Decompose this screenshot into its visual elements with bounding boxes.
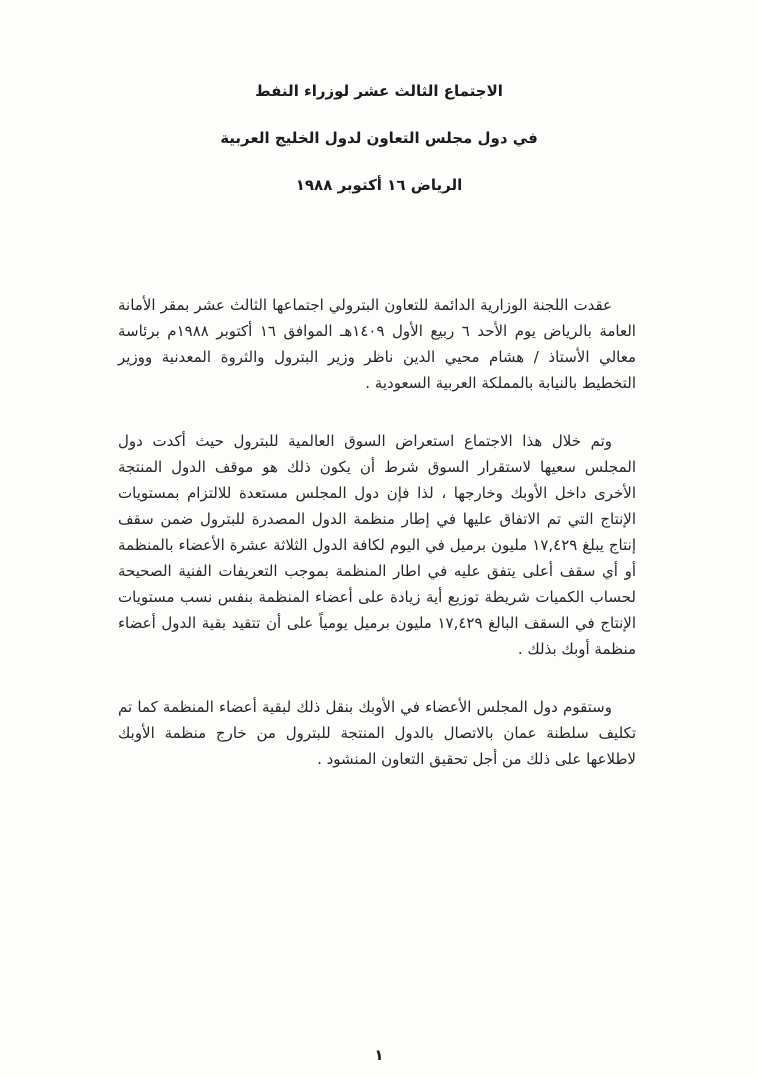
document-title-line-3: الرياض ١٦ أكتوبر ١٩٨٨ [295, 176, 463, 194]
document-body [118, 292, 636, 772]
paragraph-1: عقدت اللجنة الوزارية الدائمة للتعاون البترولي اجتماعها الثالث عشر بمقر الأمانة العامة بالرياض يوم الأحد ٦ ربيع الأول ١٤٠٩هـ الموافق ١٦ أكتوبر ١٩٨٨م برئاسة معالي الأستاذ / هشام محيي الدين ناظر وزير البترول والثروة المعدنية ووزير التخطيط بالنيابة بالمملكة العربية السعودية . [118, 296, 636, 392]
document-title-line-1: الاجتماع الثالث عشر لوزراء النفط [255, 82, 503, 100]
document-title-line-2: في دول مجلس التعاون لدول الخليج العربية [220, 129, 538, 147]
page-number: ١ [374, 1046, 384, 1064]
paragraph-2: وتم خلال هذا الاجتماع استعراض السوق العالمية للبترول حيث أكدت دول المجلس سعيها لاستقرار السوق شرط أن يكون ذلك هو موقف الدول المنتجة الأخرى داخل الأوبك وخارجها ، لذا فإن دول المجلس مستعدة للالتزام بمستويات الإنتاج التي تم الاتفاق عليها في إطار منظمة الدول المصدرة للبترول ضمن سقف إنتاج يبلغ ١٧,٤٢٩ مليون برميل في اليوم لكافة الدول الثلاثة عشرة الأعضاء بالمنظمة أو أي سقف أعلى يتفق عليه في اطار المنظمة بموجب التعريفات الفنية الصحيحة لحساب الكميات شريطة توزيع أية زيادة على أعضاء المنظمة بنفس نسب مستويات الإنتاج في السقف البالغ ١٧,٤٢٩ مليون برميل يومياً على أن تتقيد بقية الدول أعضاء منظمة أوبك بذلك . [118, 432, 636, 658]
document-header [0, 0, 758, 194]
paragraph-3: وستقوم دول المجلس الأعضاء في الأوبك بنقل ذلك لبقية أعضاء المنظمة كما تم تكليف سلطنة عمان بالاتصال بالدول المنتجة للبترول من خارج منظمة الأوبك لاطلاعها على ذلك من أجل تحقيق التعاون المنشود . [118, 698, 636, 768]
